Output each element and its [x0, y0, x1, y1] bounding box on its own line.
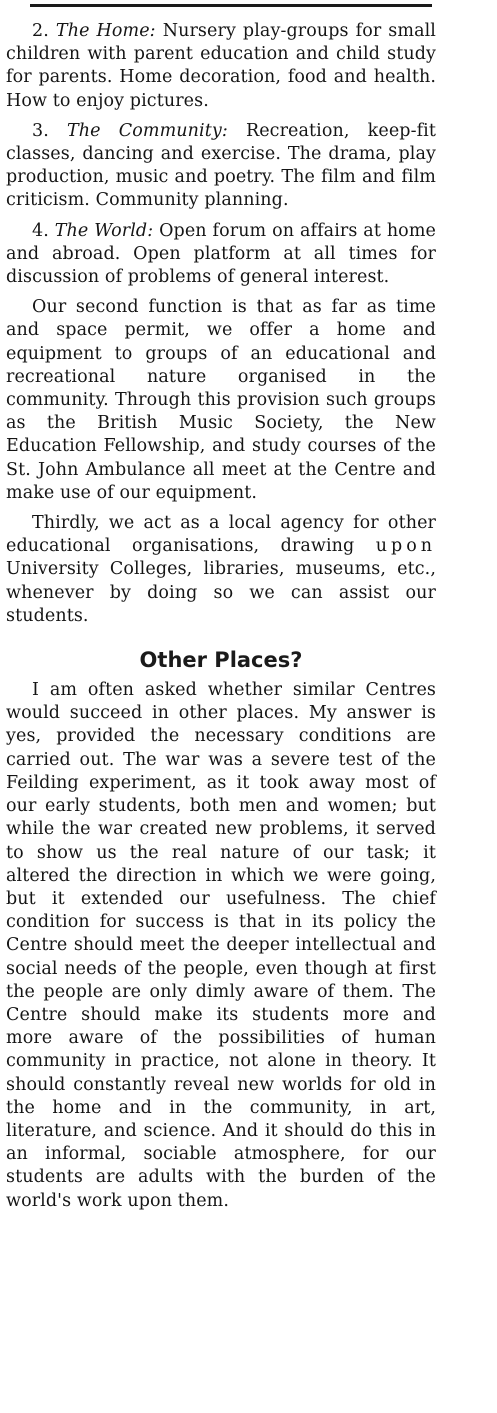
- top-rule: [30, 4, 432, 7]
- item-number: 4.: [32, 220, 49, 241]
- item-text: Open forum on affairs at home and abroad. Open platform at all times for discussion of problems of general interest.: [6, 220, 436, 288]
- paragraph-text-b: University Colleges, libraries, museums, etc., whenever by doing so we can assist our students.: [6, 559, 436, 626]
- spaced-word: upon: [375, 536, 437, 557]
- item-home: [6, 20, 436, 113]
- article-column: [6, 20, 436, 1220]
- item-world: [6, 220, 436, 290]
- paragraph-other-places: [6, 679, 436, 1213]
- item-community: [6, 120, 436, 213]
- item-number: 2.: [32, 21, 49, 41]
- paragraph-text: Our second function is that as far as time and space permit, we offer a home and equipment to groups of an educational and recreational nature organised in the community. Through this provision such groups as the British Music Society, the New Education Fellowship, and study courses of the St. John Ambulance all meet at the Centre and make use of our equipment.: [6, 297, 436, 503]
- item-topic: The Community:: [67, 120, 228, 141]
- item-text: Nursery play-groups for small children with parent education and child study for parents. Home decoration, food and health. How to enjoy pictures.: [6, 21, 437, 111]
- paragraph-second-function: [6, 296, 436, 505]
- section-heading: Other Places?: [139, 648, 303, 673]
- item-topic: The Home:: [55, 21, 156, 41]
- paragraph-text-a: Thirdly, we act as a local agency for other educational organisations, drawing: [6, 513, 436, 557]
- item-text: Recreation, keep-fit classes, dancing and exercise. The drama, play production, music and poetry. The film and film criticism. Community planning.: [6, 120, 436, 211]
- item-number: 3.: [32, 120, 49, 141]
- item-topic: The World:: [54, 220, 154, 241]
- paragraph-thirdly: [6, 512, 436, 628]
- paragraph-text: I am often asked whether similar Centres would succeed in other places. My answer is yes, provided the necessary conditions are carried out. The war was a severe test of the Feilding experiment, as it took away most of our early students, both men and women; but while the war created new problems, it served to show us the real nature of our task; it altered the direction in which we were going, but it extended our usefulness. The chief condition for success is that in its policy the Centre should meet the deeper intellectual and social needs of the people, even though at first the people are only dimly aware of them. The Centre should make its students more and more aware of the possibilities of human community in practice, not alone in theory. It should constantly reveal new worlds for old in the home and in the community, in art, literature, and science. And it should do this in an informal, sociable atmosphere, for our students are adults with the burden of the world's work upon them.: [6, 680, 436, 1211]
